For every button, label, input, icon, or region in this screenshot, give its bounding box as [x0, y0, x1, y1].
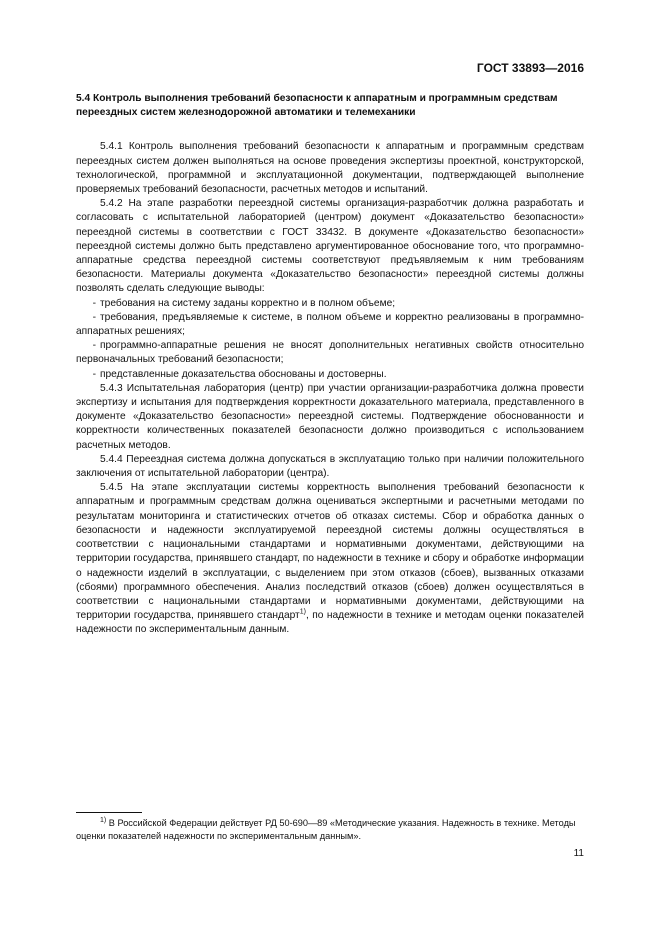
- list-item-text: представленные доказательства обоснованы и достоверны.: [100, 368, 387, 380]
- paragraph-5-4-4: 5.4.4 Переездная система должна допускаться в эксплуатацию только при наличии положительного заключения от испытательной лаборатории (центра).: [76, 453, 584, 480]
- paragraph-5-4-1: 5.4.1 Контроль выполнения требований безопасности к аппаратным и программным средствам переездных систем должен выполняться на основе проведения экспертизы проектной, конструкторской, технологической, программной и эксплуатационной документации, подтверждающей выполнение проверяемых требований безопасности, расчетных методов и испытаний.: [76, 141, 584, 196]
- section-title: 5.4 Контроль выполнения требований безопасности к аппаратным и программным средствам переездных систем железнодорожной автоматики и телемеханики: [76, 93, 558, 119]
- body-text: [76, 92, 584, 638]
- footnote: [76, 817, 584, 843]
- footnote-divider: [76, 812, 142, 813]
- page-number: 11: [573, 848, 584, 859]
- paragraph-5-4-3: 5.4.3 Испытательная лаборатория (центр) при участии организации-разработчика должна провести экспертизу и испытания для подтверждения корректности доказательного материала, представленного в документе «Доказательство безопасности» переездной системы. Подтверждение обоснованности и корректности количественных показателей безопасности должно производиться с использованием расчетных методов.: [76, 382, 584, 451]
- list-item-text: требования на систему заданы корректно и в полном объеме;: [100, 297, 396, 309]
- list-item: [76, 368, 584, 382]
- list-item: [76, 311, 584, 339]
- list-dash: -: [92, 311, 96, 323]
- list-dash: -: [92, 368, 96, 380]
- paragraph-5-4-5-text: 5.4.5 На этапе эксплуатации системы корректность выполнения требований безопасности к аппаратным и программным средствам должна оцениваться экспертными и расчетными методами по результатам мониторинга и статистических отчетов об отказах системы. Сбор и обработка данных о безопасности и надежности эксплуатируемой переездной системы должны осуществляться в соответствии с национальными стандартами и нормативными документами, действующими на территории государства, принявшего стандарт, по надежности в технике и сбору и обработке информации о надежности изделий в эксплуатации, с выделением при этом отказов (сбоев), вызванных отказами (сбоями) программного обеспечения. Анализ последствий отказов (сбоев) должен осуществляться в соответствии с национальными стандартами и нормативными документами, действующими на территории государства, принявшего стандарт: [76, 482, 584, 622]
- paragraph-5-4-2: 5.4.2 На этапе разработки переездной системы организация-разработчик должна разработать и согласовать с испытательной лабораторией (центром) документ «Доказательство безопасности» переездной системы в соответствии с ГОСТ 33432. В документе «Доказательство безопасности» переездной системы должно быть представлено аргументированное обоснование того, что программно-аппаратные средства переездной системы соответствуют предъявляемым к ним требованиям безопасности. Материалы документа «Доказательство безопасности» переездной системы должны позволять сделать следующие выводы:: [76, 198, 584, 295]
- list-item: [76, 297, 584, 311]
- footnote-marker: 1): [100, 816, 107, 824]
- paragraph-5-4-5: [76, 481, 584, 637]
- list-dash: -: [92, 340, 96, 352]
- paragraph-5-4-5-tail: , по надежности в технике и методам оценки показателей надежности по экспериментальным данным.: [76, 610, 584, 636]
- footnote-text: В Российской Федерации действует РД 50-690—89 «Методические указания. Надежность в технике. Методы оценки показателей надежности по экспериментальным данным».: [76, 818, 576, 841]
- list-item-text: требования, предъявляемые к системе, в полном объеме и корректно реализованы в программно-аппаратных решениях;: [76, 311, 584, 338]
- footnote-line: [76, 817, 584, 843]
- list-item: [76, 339, 584, 367]
- standard-header: ГОСТ 33893—2016: [476, 61, 584, 75]
- list-item-text: программно-аппаратные решения не вносят дополнительных негативных свойств относительно первоначальных требований безопасности;: [76, 340, 584, 366]
- footnote-reference: 1): [299, 608, 306, 616]
- list-dash: -: [92, 297, 96, 309]
